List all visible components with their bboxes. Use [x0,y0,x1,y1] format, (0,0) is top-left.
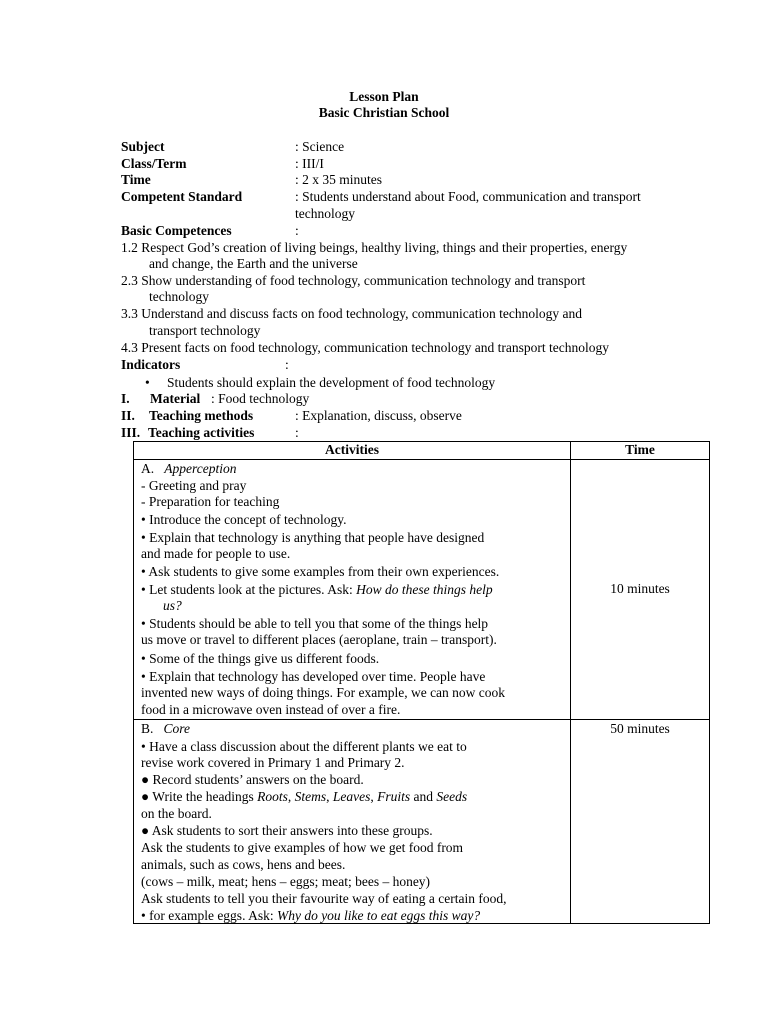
apperception-time: 10 minutes [610,581,670,596]
material-value: : Food technology [211,391,310,406]
time-label: Time [121,172,151,187]
list-item: revise work covered in Primary 1 and Primary 2. [141,755,405,770]
activities-label: Teaching activities [148,425,255,440]
list-item-text: • Let students look at the pictures. Ask: [141,582,357,597]
list-item-text: ● Write the headings [141,789,258,804]
heading-stems: Stems [294,789,327,804]
list-item [141,789,467,805]
list-item: • Some of the things give us different foods. [141,651,380,666]
class-label: Class/Term [121,156,187,171]
core-time-cell [571,720,710,924]
heading-leaves: Leaves [332,789,371,804]
list-item: • Have a class discussion about the different plants we eat to [141,739,467,754]
list-item: • Students should be able to tell you that some of the things help [141,616,489,631]
list-item: invented new ways of doing things. For example, we can now cook [141,685,506,700]
time-value: : 2 x 35 minutes [295,172,382,187]
separator: , [287,789,295,804]
class-value: : III/I [295,156,324,171]
activities-table [133,441,710,924]
table-row-core [134,720,710,924]
table-header-row [134,442,710,460]
heading-roots: Roots [257,789,288,804]
competences-colon: : [295,223,299,238]
list-item: on the board. [141,806,212,821]
list-item: • Introduce the concept of technology. [141,512,347,527]
standard-label: Competent Standard [121,189,243,204]
competence-3-line1: 3.3 Understand and discuss facts on food technology, communication technology and [121,306,583,321]
heading-seeds: Seeds [436,789,468,804]
indicators-colon: : [285,357,289,372]
indicator-item: Students should explain the development of food technology [167,375,496,390]
separator: , [370,789,378,804]
competences-label: Basic Competences [121,223,232,238]
list-item: • Explain that technology has developed over time. People have [141,669,486,684]
competence-1-line1: 1.2 Respect God’s creation of living beings, healthy living, things and their properties, energy [121,240,628,255]
activities-column-header: Activities [134,442,571,460]
methods-number: II. [121,408,135,423]
indicator-bullet: • [145,375,150,390]
apperception-letter: A. [141,461,155,476]
material-label: Material [150,391,201,406]
list-item [141,582,493,598]
list-item: ● Ask students to sort their answers into these groups. [141,823,433,838]
competence-2-line1: 2.3 Show understanding of food technology, communication technology and transport [121,273,586,288]
school-name: Basic Christian School [318,105,450,120]
standard-value-line1: : Students understand about Food, communication and transport [295,189,641,204]
core-activities-cell [134,720,571,924]
subject-value: : Science [295,139,345,154]
question-text: Why do you like to eat eggs this way? [276,908,481,923]
apperception-title: Apperception [164,461,237,476]
list-item: (cows – milk, meat; hens – eggs; meat; bees – honey) [141,874,431,889]
table-row-apperception [134,460,710,720]
methods-label: Teaching methods [149,408,254,423]
list-item: ● Record students’ answers on the board. [141,772,364,787]
list-item: and made for people to use. [141,546,291,561]
list-item: Ask students to tell you their favourite way of eating a certain food, [141,891,507,906]
activities-colon: : [295,425,299,440]
conjunction: and [410,789,437,804]
list-item: food in a microwave oven instead of over a fire. [141,702,401,717]
apperception-time-cell [571,460,710,720]
apperception-heading [141,461,236,477]
core-letter: B. [141,721,154,736]
time-column-header: Time [571,442,710,460]
core-title: Core [163,721,191,736]
competence-2-line2: technology [149,289,209,304]
list-item [141,908,480,924]
list-item: - Greeting and pray [141,478,247,493]
separator: , [326,789,333,804]
list-item: - Preparation for teaching [141,494,280,509]
competence-3-line2: transport technology [149,323,261,338]
subject-label: Subject [121,139,165,154]
competence-1-line2: and change, the Earth and the universe [149,256,358,271]
methods-value: : Explanation, discuss, observe [295,408,462,423]
document-title: Lesson Plan [349,89,419,104]
core-heading [141,721,190,737]
material-number: I. [121,391,130,406]
list-item: animals, such as cows, hens and bees. [141,857,346,872]
list-item: • Explain that technology is anything that people have designed [141,530,485,545]
indicators-label: Indicators [121,357,181,372]
list-item: Ask the students to give examples of how we get food from [141,840,464,855]
standard-value-line2: technology [295,206,355,221]
apperception-activities-cell [134,460,571,720]
list-item: • Ask students to give some examples from their own experiences. [141,564,500,579]
list-item-text: • for example eggs. Ask: [141,908,277,923]
list-item: us move or travel to different places (aeroplane, train – transport). [141,632,497,647]
core-time: 50 minutes [610,721,670,736]
question-text: How do these things help [356,582,493,597]
heading-fruits: Fruits [377,789,411,804]
activities-number: III. [121,425,141,440]
competence-4-line1: 4.3 Present facts on food technology, communication technology and transport technology [121,340,610,355]
question-text-continued: us? [163,598,182,613]
